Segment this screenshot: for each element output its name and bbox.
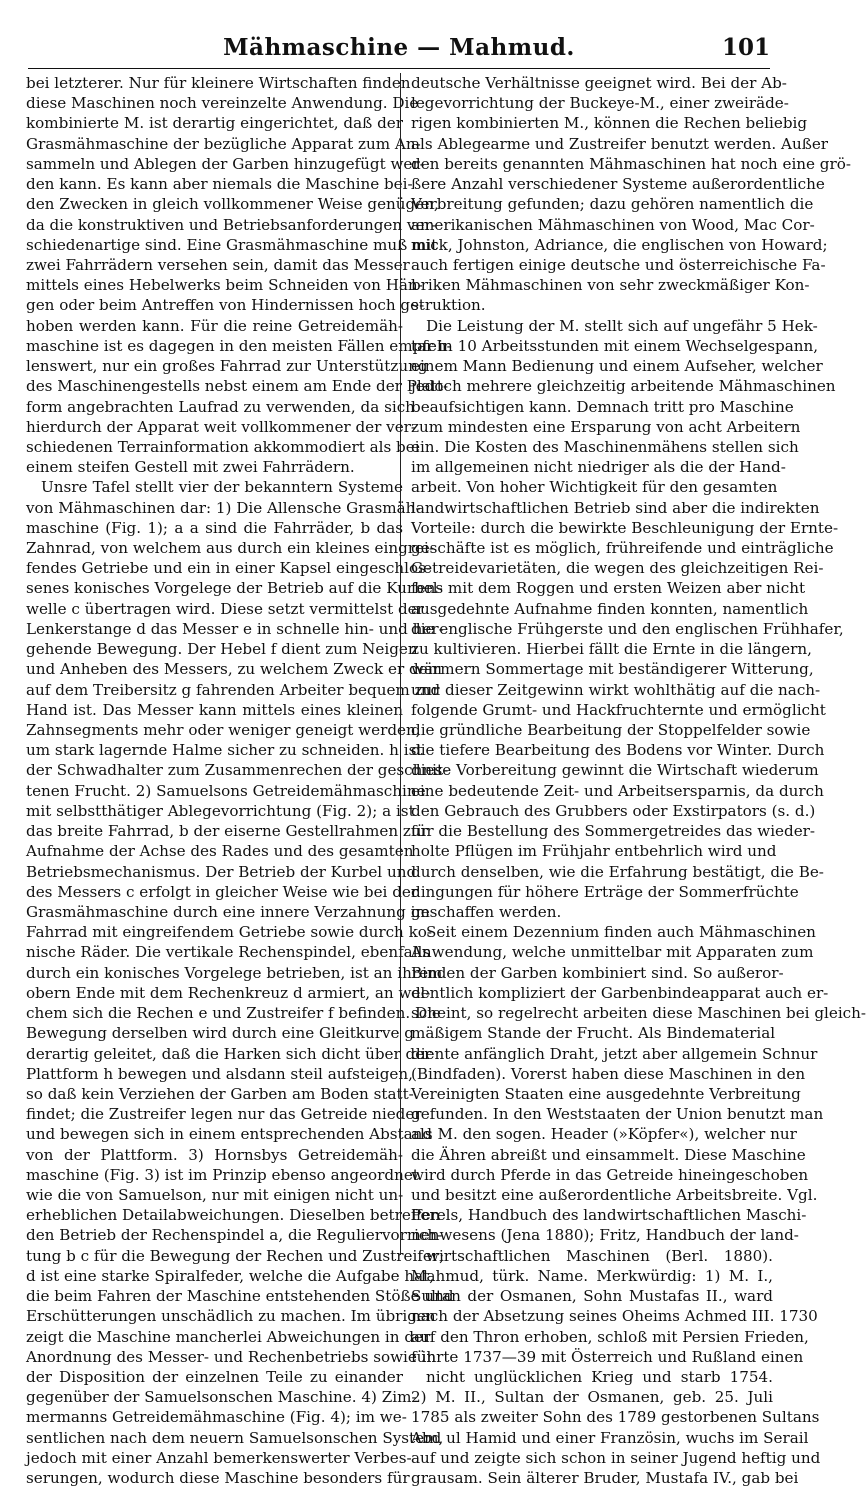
text-line: derartig geleitet, daß die Harken sich dicht über der [26,1044,432,1063]
text-line: wirtschaftlichen Maschinen (Berl. 1880). [426,1246,773,1265]
text-line: tenen Frucht. 2) Samuelsons Getreidemähmaschine [26,781,426,800]
text-line: auf und zeigte sich schon in seiner Jugend heftig und [411,1448,821,1467]
text-line: Vereinigten Staaten eine ausgedehnte Verbreitung [411,1084,801,1103]
text-line: holte Pflügen im Frühjahr entbehrlich wird und [411,842,777,861]
text-line: lenswert, nur ein großes Fahrrad zur Unterstützung [26,357,428,376]
text-line: wärmern Sommertage mit beständigerer Witterung, [411,660,814,679]
text-line: die beim Fahren der Maschine entstehenden Stöße und [26,1287,454,1306]
text-line: diese Maschinen noch vereinzelte Anwendung. Die [26,94,419,113]
text-line: des Messers c erfolgt in gleicher Weise wie bei der [26,882,419,901]
text-line: gehende Bewegung. Der Hebel f dient zum Neigen [26,640,418,659]
text-line: mermanns Getreidemähmaschine (Fig. 4); im we- [26,1408,407,1427]
text-line: die tiefere Bearbeitung des Bodens vor Winter. Durch [411,741,825,760]
text-line: rigen kombinierten M., können die Rechen beliebig [411,114,808,133]
text-line: Aufnahme der Achse des Rades und des gesamten [26,842,414,861]
text-line: tar in 10 Arbeitsstunden mit einem Wechselgespann, [411,336,819,355]
text-line: sentlichen nach dem neuern Samuelsonschen System, [26,1428,444,1447]
page-number: 101 [721,34,770,61]
text-line: chem sich die Rechen e und Zustreifer f befinden. Die [26,1004,441,1023]
text-line: um stark lagernde Halme sicher zu schneiden. h ist [26,741,423,760]
text-line: des Maschinengestells nebst einem am Ende der Platt- [26,377,449,396]
text-line: und bewegen sich in einem entsprechenden Abstand [26,1125,433,1144]
text-line: deutsche Verhältnisse geeignet wird. Bei der Ab- [411,74,787,92]
text-line: nische Räder. Die vertikale Rechenspindel, ebenfalls [26,943,431,962]
text-line: legevorrichtung der Buckeye-M., einer zweiräde- [411,94,789,113]
text-line: Vorteile: durch die bewirkte Beschleunigung der Ernte- [411,518,839,537]
text-line: geschaffen werden. [411,902,562,921]
text-line: bei letzterer. Nur für kleinere Wirtschaften finden [26,74,411,92]
text-line: Unsre Tafel stellt vier der bekanntern Systeme [41,478,403,497]
text-line: Zahnrad, von welchem aus durch ein kleines eingrei- [26,539,434,558]
text-line: Anwendung, welche unmittelbar mit Apparaten zum [411,943,814,962]
text-line: Mahmud, türk. Name. Merkwürdig: 1) M. I., [411,1266,773,1285]
text-line: landwirtschaftlichen Betrieb sind aber die indirekten [411,498,820,517]
text-line: die gründliche Bearbeitung der Stoppelfelder sowie [411,721,811,739]
text-line: diente anfänglich Draht, jetzt aber allgemein Schnur [411,1044,818,1063]
text-line: jedoch mehrere gleichzeitig arbeitende Mähmaschinen [411,377,836,396]
text-line: Erschütterungen unschädlich zu machen. Im übrigen [26,1307,436,1326]
text-line: mick, Johnston, Adriance, die englischen von Howard; [411,235,828,254]
text-line: auf dem Treibersitz g fahrenden Arbeiter bequem zur [26,680,440,699]
text-line: durch ein konisches Vorgelege betrieben, ist an ihrem [26,963,443,982]
text-line: der Disposition der einzelnen Teile zu einander [26,1368,403,1386]
text-line: struktion. [411,296,486,315]
text-line: dentlich kompliziert der Garbenbindeapparat auch er- [411,983,829,1002]
text-line: sammeln und Ablegen der Garben hinzugefügt wer- [26,154,425,173]
text-line: zu kultivieren. Hierbei fällt die Ernte in die längern, [411,640,812,659]
text-line: eine bedeutende Zeit- und Arbeitsersparnis, da durch [411,781,824,800]
text-line: Perels, Handbuch des landwirtschaftlichen Maschi- [411,1206,807,1225]
text-line: Fahrrad mit eingreifendem Getriebe sowie durch ko- [26,923,433,942]
right-text-column [411,73,866,1488]
text-line: mittels eines Hebelwerks beim Schneiden von Hän- [26,276,423,295]
text-line: gegenüber der Samuelsonschen Maschine. 4) Zim- [26,1388,417,1407]
text-line: senes konisches Vorgelege der Betrieb auf die Kurbel- [26,579,443,598]
text-line: wie die von Samuelson, nur mit einigen nicht un- [26,1186,404,1205]
text-line: schiedenen Terrainformation akkommodiert als bei [26,437,420,456]
text-line: Anordnung des Messer- und Rechenbetriebs sowie in [26,1347,437,1366]
text-line: briken Mähmaschinen von sehr zweckmäßiger Kon- [411,276,810,295]
text-line: Grasmähmaschine der bezügliche Apparat zum An- [26,134,421,153]
text-line: maschine (Fig. 1); a a sind die Fahrräder, b das [26,518,403,537]
text-line: tung b c für die Bewegung der Rechen und Zustreifer; [26,1246,445,1265]
text-line: maschine ist es dagegen in den meisten Fällen empfeh- [26,336,452,355]
text-line: und dieser Zeitgewinn wirkt wohlthätig auf die nach- [411,680,821,699]
text-line: serungen, wodurch diese Maschine besonders für [26,1469,410,1488]
text-line: kombinierte M. ist derartig eingerichtet, daß der [26,114,403,133]
text-line: auf den Thron erhoben, schloß mit Persien Frieden, [411,1327,809,1346]
text-line: Plattform h bewegen und alsdann steil aufsteigen, [26,1064,413,1083]
text-line: den bereits genannten Mähmaschinen hat noch eine grö- [411,154,851,173]
text-line: Getreidevarietäten, die wegen des gleichzeitigen Rei- [411,559,824,578]
text-line: fendes Getriebe und ein in einer Kapsel eingeschlos- [26,559,432,578]
text-line: form angebrachten Laufrad zu verwenden, da sich [26,397,415,416]
text-line: (Bindfaden). Vorerst haben diese Maschinen in den [411,1064,806,1083]
text-line: jedoch mit einer Anzahl bemerkenswerter Verbes- [26,1448,412,1467]
text-line: schiedenartige sind. Eine Grasmähmaschine muß mit [26,235,438,254]
text-line: geschäfte ist es möglich, frühreifende und einträgliche [411,539,834,558]
text-line: nicht unglücklichen Krieg und starb 1754. [426,1368,773,1386]
text-line: den Zwecken in gleich vollkommener Weise genügen, [26,195,439,214]
text-line: den Gebrauch des Grubbers oder Exstirpators (s. d.) [411,801,816,820]
text-line: von der Plattform. 3) Hornsbys Getreidemäh- [26,1145,403,1164]
text-line: gen oder beim Antreffen von Hindernissen hoch ge- [26,296,425,315]
text-line: fens mit dem Roggen und ersten Weizen aber nicht [411,579,806,598]
text-line: welle c übertragen wird. Diese setzt vermittelst der [26,599,424,618]
text-line: obern Ende mit dem Rechenkreuz d armiert, an wel- [26,983,431,1002]
text-line: einem steifen Gestell mit zwei Fahrrädern. [26,458,355,477]
text-line: gefunden. In den Weststaaten der Union benutzt man [411,1105,824,1124]
text-line: ausgedehnte Aufnahme finden konnten, namentlich [411,599,809,618]
text-line: die englische Frühgerste und den englischen Frühhafer, [411,619,844,638]
text-line: und besitzt eine außerordentliche Arbeitsbreite. Vgl. [411,1186,818,1205]
text-line: der Schwadhalter zum Zusammenrechen der geschnit- [26,761,449,780]
text-line: d ist eine starke Spiralfeder, welche die Aufgabe hat, [26,1266,435,1285]
text-line: maschine (Fig. 3) ist im Prinzip ebenso angeordnet [26,1165,419,1184]
text-line: das breite Fahrrad, b der eiserne Gestellrahmen zur [26,822,428,841]
text-line: da die konstruktiven und Betriebsanforderungen ver- [26,215,437,234]
text-line: die Ähren abreißt und einsammelt. Diese Maschine [411,1145,806,1164]
text-line: arbeit. Von hoher Wichtigkeit für den gesamten [411,478,778,497]
text-line: Seit einem Dezennium finden auch Mähmaschinen [426,923,816,942]
page-header [28,28,770,69]
text-line: durch denselben, wie die Erfahrung bestätigt, die Be- [411,862,824,881]
text-line: den Betrieb der Rechenspindel a, die Reguliervorrich- [26,1226,443,1245]
text-line: auch fertigen einige deutsche und österreichische Fa- [411,255,826,274]
text-line: Bewegung derselben wird durch eine Gleitkurve g [26,1024,414,1043]
text-line: einem Mann Bedienung und einem Aufseher, welcher [411,357,823,376]
text-line: 1785 als zweiter Sohn des 1789 gestorbenen Sultans [411,1408,820,1427]
text-line: Hand ist. Das Messer kann mittels eines kleinen [26,700,403,719]
text-line: den kann. Es kann aber niemals die Maschine bei- [26,175,413,194]
text-line: beaufsichtigen kann. Demnach tritt pro Maschine [411,397,794,416]
text-line: dingungen für höhere Erträge der Sommerfrüchte [411,882,799,901]
text-line: Sultan der Osmanen, Sohn Mustafas II., ward [411,1287,773,1306]
text-line: Binden der Garben kombiniert sind. So außeror- [411,963,784,982]
text-line: als Ablegearme und Zustreifer benutzt werden. Außer [411,134,829,153]
text-line: erheblichen Detailabweichungen. Dieselben betreffen [26,1206,441,1225]
text-line: findet; die Zustreifer legen nur das Getreide nieder [26,1105,422,1124]
text-line: nach der Absetzung seines Oheims Achmed III. 1730 [411,1307,818,1326]
text-line: führte 1737—39 mit Österreich und Rußland einen [411,1347,804,1366]
text-line: Grasmähmaschine durch eine innere Verzahnung im [26,902,430,921]
text-line: Abd ul Hamid und einer Französin, wuchs im Serail [411,1428,809,1447]
text-line: wird durch Pferde in das Getreide hineingeschoben [411,1165,809,1184]
column-divider [400,73,401,1255]
text-line: als M. den sogen. Header (»Köpfer«), welcher nur [411,1125,797,1144]
text-line: im allgemeinen nicht niedriger als die der Hand- [411,458,786,477]
text-line: zum mindesten eine Ersparung von acht Arbeitern [411,417,801,436]
text-line: Die Leistung der M. stellt sich auf ungefähr 5 Hek- [426,316,818,335]
text-line: zwei Fahrrädern versehen sein, damit das Messer [26,255,410,274]
text-line: hierdurch der Apparat weit vollkommener der ver- [26,417,417,436]
text-line: diese Vorbereitung gewinnt die Wirtschaft wiederum [411,761,819,780]
text-line: und Anheben des Messers, zu welchem Zweck er dem [26,660,443,679]
text-line: mit selbstthätiger Ablegevorrichtung (Fig. 2); a ist [26,801,415,820]
text-line: Zahnsegments mehr oder weniger geneigt werden, [26,721,421,739]
text-line: ßere Anzahl verschiedener Systeme außerordentliche [411,175,825,194]
text-line: Verbreitung gefunden; dazu gehören namentlich die [411,195,814,214]
text-line: 2) M. II., Sultan der Osmanen, geb. 25. Juli [411,1388,773,1407]
text-line: von Mähmaschinen dar: 1) Die Allensche Grasmäh- [26,498,421,517]
text-line: ein. Die Kosten des Maschinenmähens stellen sich [411,437,799,456]
text-line: hoben werden kann. Für die reine Getreidemäh- [26,316,403,335]
text-line: so daß kein Verziehen der Garben am Boden statt- [26,1084,414,1103]
text-line: Betriebsmechanismus. Der Betrieb der Kurbel und [26,862,417,881]
text-line: zeigt die Maschine mancherlei Abweichungen in der [26,1327,431,1346]
text-line: grausam. Sein älterer Bruder, Mustafa IV., gab bei [411,1469,799,1488]
text-line: für die Bestellung des Sommergetreides das wieder- [411,822,816,841]
text-line: mäßigem Stande der Frucht. Als Bindematerial [411,1024,776,1043]
text-line: scheint, so regelrecht arbeiten diese Maschinen bei gleich- [411,1004,866,1023]
text-line: amerikanischen Mähmaschinen von Wood, Mac Cor- [411,215,815,234]
text-line: Lenkerstange d das Messer e in schnelle hin- und her- [26,619,444,638]
text-line: nenwesens (Jena 1880); Fritz, Handbuch der land- [411,1226,799,1245]
text-line: folgende Grumt- und Hackfruchternte und ermöglicht [411,700,826,719]
running-head-title: Mähmaschine — Mahmud. [223,34,575,61]
